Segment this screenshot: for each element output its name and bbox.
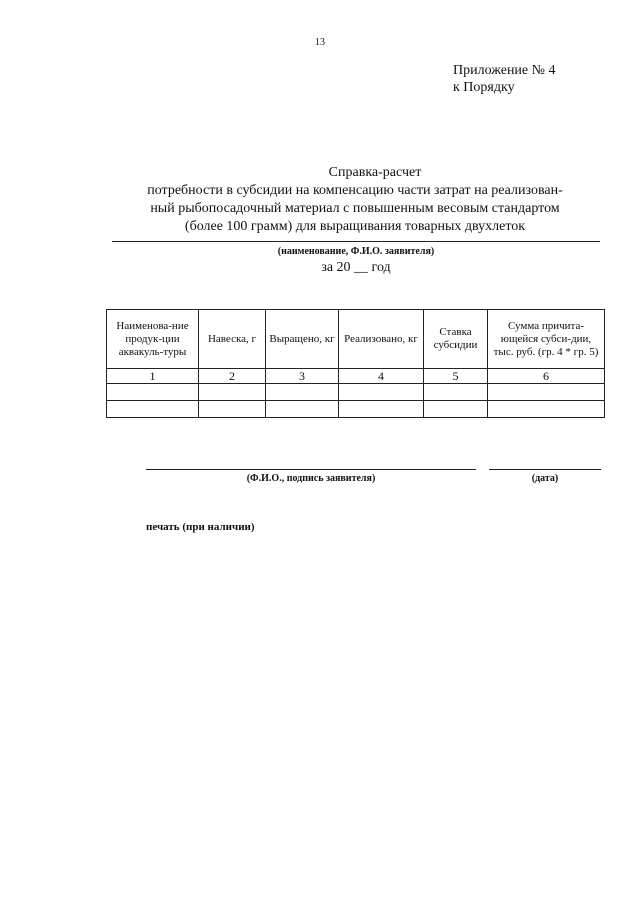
header-subsidy-sum: Сумма причита-ющейся субси-дии, тыс. руб. (гр. 4 * гр. 5) [488, 310, 605, 369]
table-cell [339, 401, 424, 418]
table-cell [424, 384, 488, 401]
column-number-row [107, 369, 605, 384]
table-cell [339, 384, 424, 401]
table-cell [424, 401, 488, 418]
table-cell [199, 384, 266, 401]
column-number: 5 [424, 369, 488, 384]
column-number: 1 [107, 369, 199, 384]
header-product: Наименова-ние продук-ции аквакуль-туры [107, 310, 199, 369]
stamp-note: печать (при наличии) [146, 521, 255, 533]
appendix-label [453, 62, 556, 96]
table-cell [107, 401, 199, 418]
title-line-2: потребности в субсидии на компенсацию части затрат на реализован- [147, 183, 563, 198]
header-grown: Выращено, кг [266, 310, 339, 369]
applicant-name-line [112, 241, 600, 242]
header-sold: Реализовано, кг [339, 310, 424, 369]
title-line-3: ный рыбопосадочный материал с повышенным весовым стандартом [150, 201, 560, 216]
appendix-line-1: Приложение № 4 [453, 63, 556, 78]
column-number: 2 [199, 369, 266, 384]
table-header-row [107, 310, 605, 369]
year-line: за 20 __ год [321, 260, 391, 275]
table-row [107, 384, 605, 401]
signature-caption: (Ф.И.О., подпись заявителя) [246, 473, 376, 484]
table-cell [199, 401, 266, 418]
table-cell [107, 384, 199, 401]
appendix-line-2: к Порядку [453, 80, 515, 95]
table-cell [488, 401, 605, 418]
table-row [107, 401, 605, 418]
table-cell [488, 384, 605, 401]
signature-line [146, 469, 476, 470]
title-line-4: (более 100 грамм) для выращивания товарных двухлеток [184, 219, 526, 234]
column-number: 6 [488, 369, 605, 384]
applicant-caption: (наименование, Ф.И.О. заявителя) [277, 246, 435, 257]
header-weight: Навеска, г [199, 310, 266, 369]
document-title [110, 164, 600, 236]
header-rate: Ставка субсидии [424, 310, 488, 369]
page-number: 13 [315, 37, 325, 48]
subsidy-table [106, 309, 605, 418]
table-cell [266, 401, 339, 418]
title-line-1: Справка-расчет [328, 165, 422, 180]
column-number: 4 [339, 369, 424, 384]
table-cell [266, 384, 339, 401]
date-line [489, 469, 601, 470]
date-caption: (дата) [531, 473, 559, 484]
column-number: 3 [266, 369, 339, 384]
